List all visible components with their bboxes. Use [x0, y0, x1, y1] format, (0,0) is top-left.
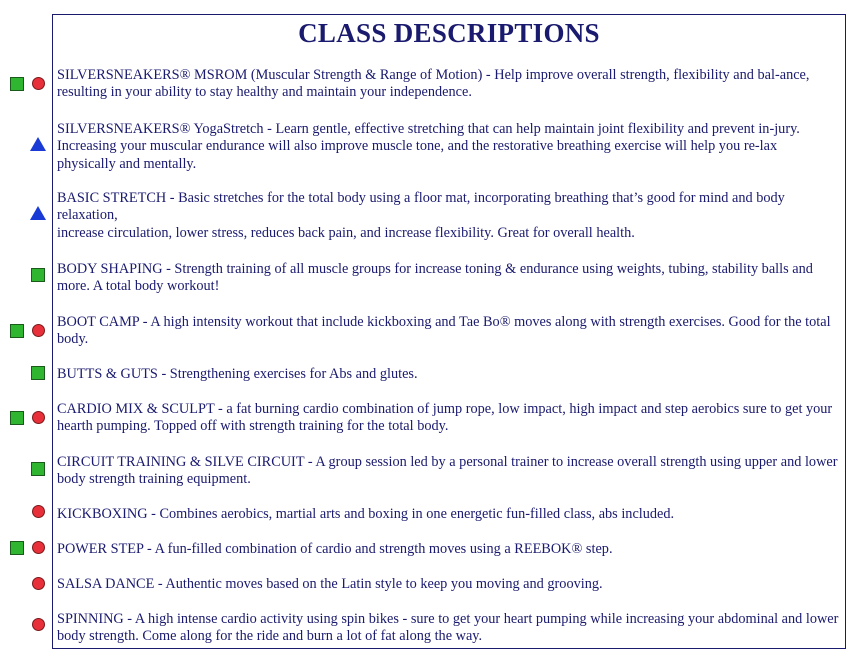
red-circle-icon — [32, 411, 45, 424]
class-description — [57, 541, 839, 558]
green-square-icon — [31, 462, 45, 476]
class-description — [57, 506, 839, 523]
red-circle-icon — [32, 577, 45, 590]
page-title: CLASS DESCRIPTIONS — [298, 18, 600, 48]
class-description — [57, 121, 839, 173]
blue-triangle-icon — [30, 137, 46, 151]
class-markers — [0, 617, 52, 637]
green-square-icon — [31, 268, 45, 282]
class-description — [57, 261, 839, 296]
class-description — [57, 366, 839, 383]
class-description-text: POWER STEP - A fun-filled combination of cardio and strength moves using a REEBOK® step. — [57, 541, 613, 557]
red-circle-icon — [32, 618, 45, 631]
class-description-text: BASIC STRETCH - Basic stretches for the total body using a floor mat, incorporating breathing that’s good for mind and body relaxation, — [57, 190, 785, 224]
class-description — [57, 190, 839, 242]
class-description — [57, 314, 839, 349]
class-description-text: SILVERSNEAKERS® YogaStretch - Learn gentle, effective stretching that can help maintain joint flexibility and prevent in-jury. Increasing your muscular endurance will also improve muscle tone, and the restorative breathing exercise will help you re-lax physically and mentally. — [57, 121, 800, 172]
class-markers — [0, 576, 52, 596]
green-square-icon — [31, 366, 45, 380]
class-description-text: BOOT CAMP - A high intensity workout that include kickboxing and Tae Bo® moves along with strength exercises. Good for the total body. — [57, 314, 831, 348]
class-markers — [0, 323, 52, 343]
class-markers — [0, 410, 52, 430]
green-square-icon — [10, 541, 24, 555]
green-square-icon — [10, 324, 24, 338]
class-markers — [0, 206, 52, 226]
class-description-text: BODY SHAPING - Strength training of all muscle groups for increase toning & endurance using weights, tubing, stability balls and more. A total body workout! — [57, 261, 813, 295]
class-markers — [0, 137, 52, 157]
red-circle-icon — [32, 541, 45, 554]
class-description-text: CARDIO MIX & SCULPT - a fat burning cardio combination of jump rope, low impact, high impact and step aerobics sure to get your hearth pumping. Topped off with strength training for the total body. — [57, 401, 833, 435]
class-markers — [0, 504, 52, 524]
class-description-text-continued: increase circulation, lower stress, reduces back pain, and increase flexibility. Great for overall health. — [57, 224, 635, 241]
red-circle-icon — [32, 505, 45, 518]
class-description-text: SPINNING - A high intense cardio activity using spin bikes - sure to get your heart pumping while increasing your abdominal and lower body strength. Come along for the ride and burn a lot of fat along the way. — [57, 611, 839, 645]
class-description-text: CIRCUIT TRAINING & SILVE CIRCUIT - A group session led by a personal trainer to increase overall strength using upper and lower body strength training equipment. — [57, 454, 838, 488]
class-description — [57, 401, 839, 436]
class-description — [57, 611, 839, 646]
green-square-icon — [10, 77, 24, 91]
class-description-text: KICKBOXING - Combines aerobics, martial arts and boxing in one energetic fun-filled class, abs included. — [57, 506, 675, 522]
green-square-icon — [10, 411, 24, 425]
class-description-text: SALSA DANCE - Authentic moves based on the Latin style to keep you moving and grooving. — [57, 576, 603, 592]
class-description-text: SILVERSNEAKERS® MSROM (Muscular Strength & Range of Motion) - Help improve overall strength, flexibility and bal-ance, resulting in your ability to stay healthy and maintain your independence. — [57, 67, 810, 101]
class-markers — [0, 267, 52, 287]
red-circle-icon — [32, 77, 45, 90]
class-description — [57, 576, 839, 593]
class-markers — [0, 461, 52, 481]
class-markers — [0, 76, 52, 96]
red-circle-icon — [32, 324, 45, 337]
class-markers — [0, 365, 52, 385]
class-description — [57, 67, 839, 102]
class-markers — [0, 540, 52, 560]
class-description — [57, 454, 839, 489]
class-description-text: BUTTS & GUTS - Strengthening exercises for Abs and glutes. — [57, 366, 418, 382]
blue-triangle-icon — [30, 206, 46, 220]
